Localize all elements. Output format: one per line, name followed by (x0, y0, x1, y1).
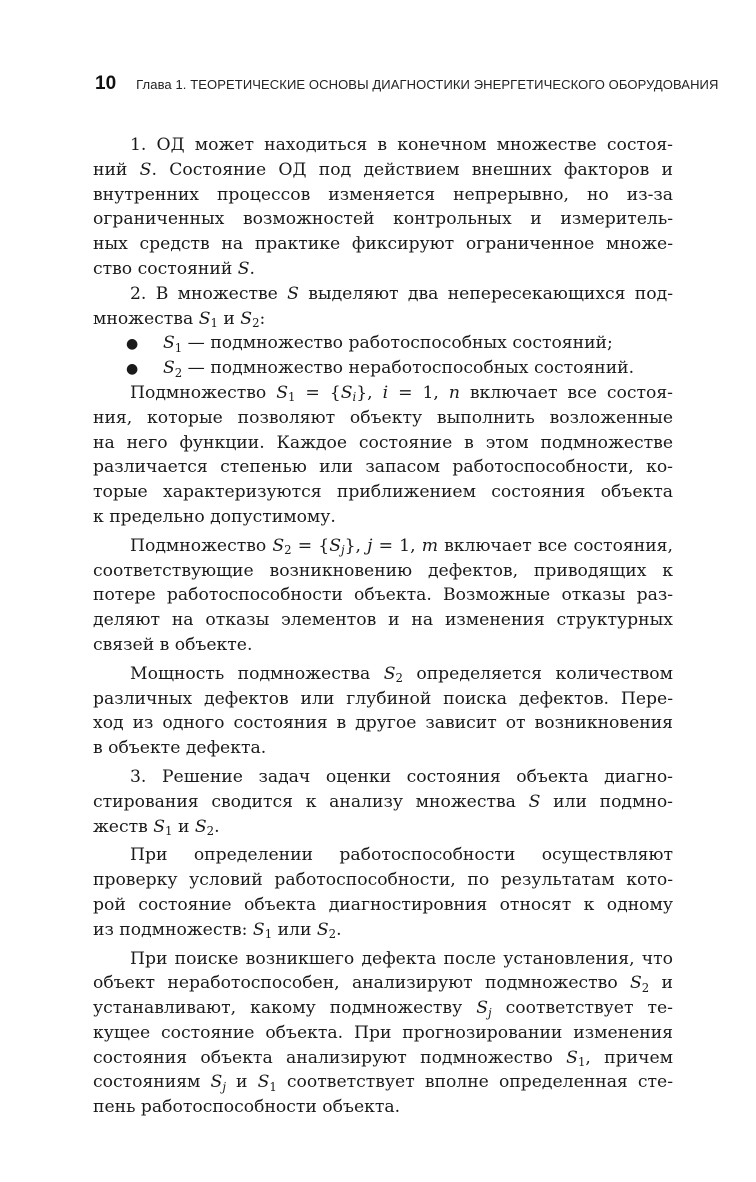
text-line: деляют на отказы элементов и на изменения структурных (93, 610, 673, 631)
chapter-title: Глава 1. ТЕОРЕТИЧЕСКИЕ ОСНОВЫ ДИАГНОСТИКИ ЭНЕРГЕТИЧЕСКОГО ОБОРУДОВАНИЯ (136, 77, 719, 92)
text-line: кущее состояние объекта. При прогнозировании изменения (93, 1022, 673, 1043)
bullet-text: $S_2$ — подмножество неработоспособных состояний. (163, 358, 635, 380)
text-line: рой состояние объекта диагностировния относят к одному (93, 894, 673, 915)
text-line: различных дефектов или глубиной поиска дефектов. Пере- (93, 688, 673, 709)
text-line: пень работоспособности объекта. (93, 1097, 401, 1118)
text-line: При поиске возникшего дефекта после установления, что (130, 948, 673, 969)
page-number: 10 (95, 73, 117, 94)
text-line: множества $S_1$ и $S_2$: (93, 308, 266, 331)
text-line: соответствующие возникновению дефектов, приводящих к (93, 560, 673, 581)
text-line: При определении работоспособности осуществляют (130, 845, 673, 866)
text-line: 2. В множестве S выделяют два непересекающихся под- (130, 283, 673, 304)
text-line: ход из одного состояния в другое зависит от возникновения (93, 713, 673, 734)
text-line: 1. ОД может находиться в конечном множестве состоя- (130, 135, 673, 155)
text-line: устанавливают, какому подмножеству $S_j$ соответствует те- (93, 998, 673, 1020)
text-line: связей в объекте. (93, 634, 253, 655)
text-line: потере работоспособности объекта. Возможные отказы раз- (93, 585, 673, 606)
text-line: состояния объекта анализируют подмножество $S_1$, причем (93, 1047, 673, 1070)
text-line: различается степенью или запасом работоспособности, ко- (93, 457, 673, 478)
body-text (93, 133, 673, 1120)
text-line: ний S. Состояние ОД под действием внешних факторов и (93, 159, 673, 180)
text-line: стирования сводится к анализу множества S или подмно- (93, 791, 673, 812)
text-line: внутренних процессов изменяется непрерывно, но из-за (93, 184, 673, 205)
running-header (95, 73, 719, 95)
bullet-item (93, 331, 673, 356)
text-line: Подмножество $S_2 = \{S_j\}$, j = 1, m включает все состояния, (130, 535, 673, 558)
bullet-text: $S_1$ — подмножество работоспособных состояний; (163, 333, 613, 355)
bullet-dot-icon: ● (126, 336, 139, 353)
text-line: Мощность подмножества $S_2$ определяется количеством (130, 663, 673, 686)
text-line: торые характеризуются приближением состояния объекта (93, 482, 673, 503)
text-line: 3. Решение задач оценки состояния объекта диагно- (130, 766, 673, 787)
text-line: в объекте дефекта. (93, 738, 267, 759)
text-line: объект неработоспособен, анализируют подмножество $S_2$ и (93, 973, 674, 995)
text-line: проверку условий работоспособности, по результатам кото- (93, 870, 673, 891)
bullet-item (93, 356, 673, 381)
text-line: к предельно допустимому. (93, 506, 336, 527)
text-line: ограниченных возможностей контрольных и измеритель- (93, 209, 673, 230)
text-line: ных средств на практике фиксируют ограниченное множе- (93, 234, 673, 255)
text-line: Подмножество $S_1 = \{S_i\}$, i = 1, n включает все состоя- (130, 382, 673, 405)
text-line: ния, которые позволяют объекту выполнить возложенные (93, 407, 673, 428)
text-line: из подмножеств: $S_1$ или $S_2$. (93, 919, 342, 942)
text-line: жеств $S_1$ и $S_2$. (93, 816, 220, 839)
bullet-dot-icon: ● (126, 361, 139, 378)
text-line: ство состояний S. (93, 258, 256, 279)
text-line: на него функции. Каждое состояние в этом подмножестве (93, 432, 673, 453)
text-line: состояниям $S_j$ и $S_1$ соответствует вполне определенная сте- (93, 1072, 673, 1094)
